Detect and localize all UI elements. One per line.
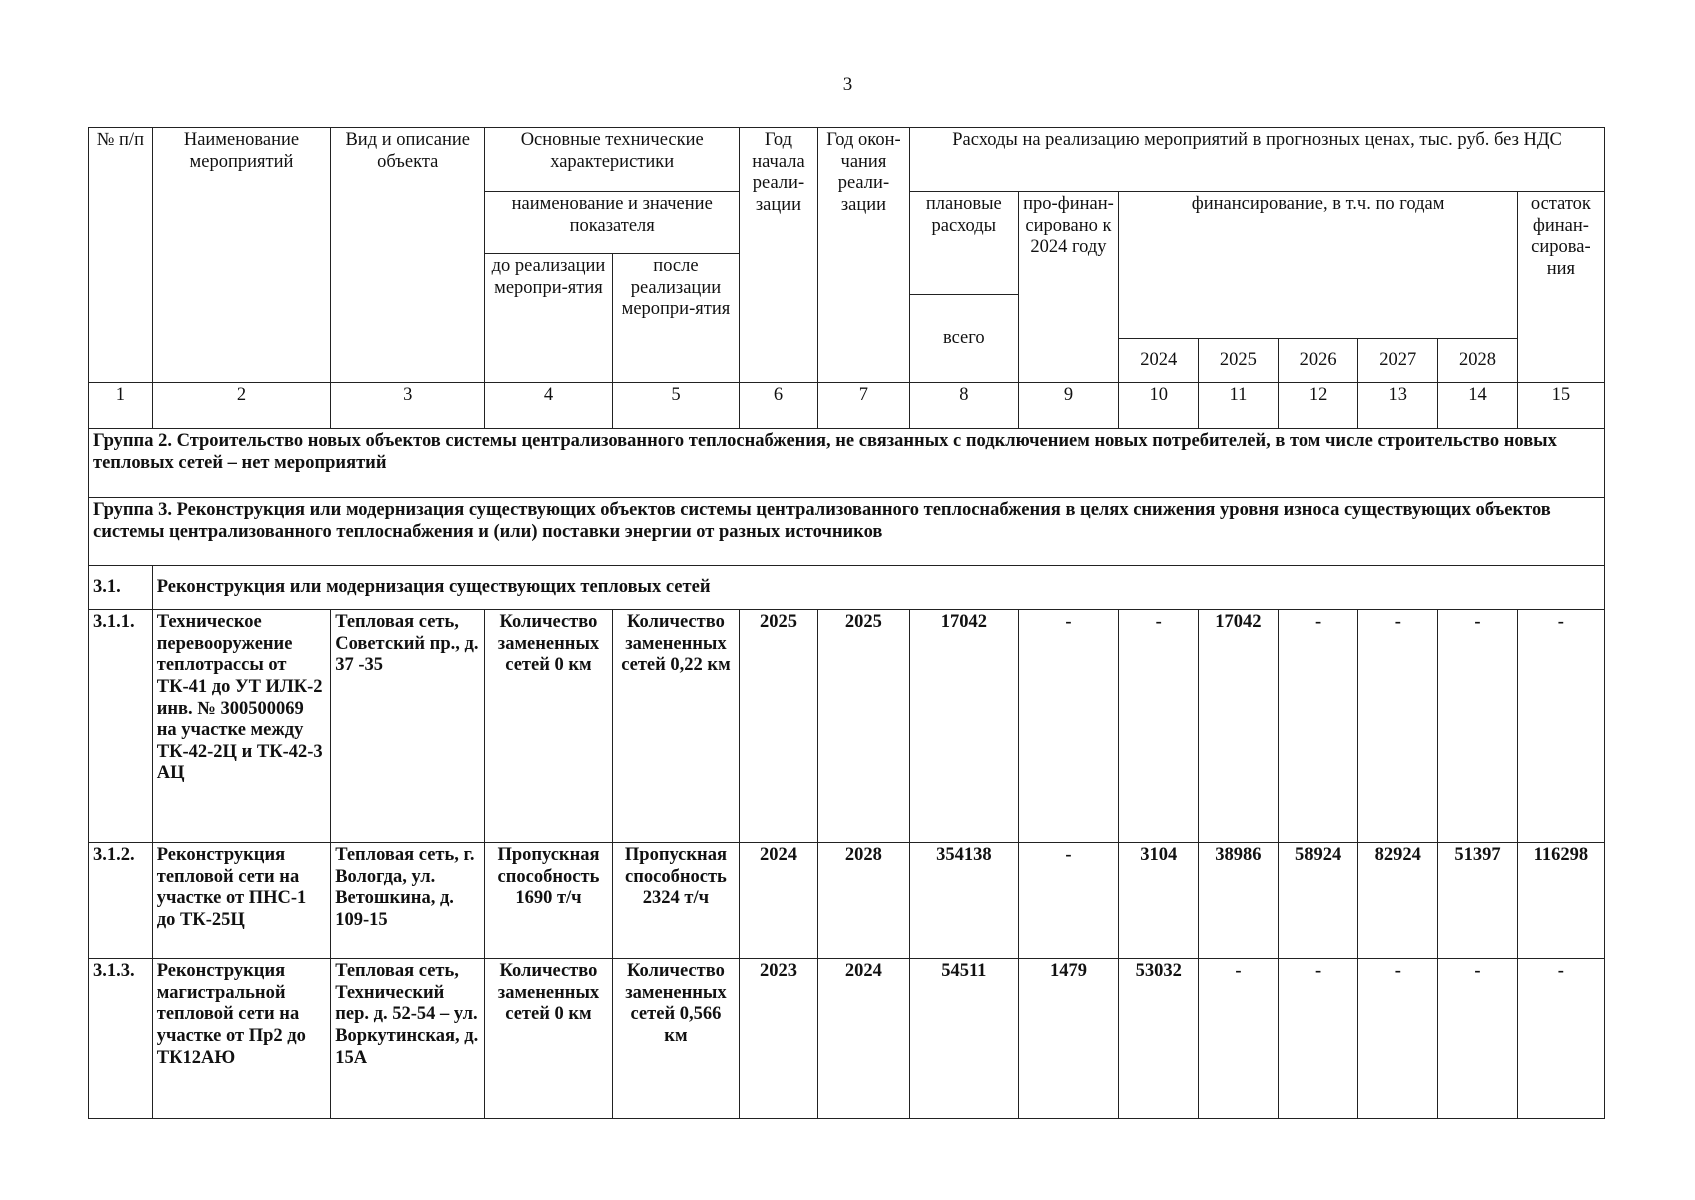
financing-remainder: - (1517, 959, 1604, 1119)
row-number: 3.1.2. (89, 843, 153, 959)
end-year: 2028 (817, 843, 909, 959)
header-after: после реализации меропри-ятия (612, 254, 739, 383)
col-number: 12 (1278, 383, 1358, 429)
header-year-2028: 2028 (1438, 339, 1518, 383)
header-total: всего (910, 295, 1018, 383)
object-description: Тепловая сеть, Советский пр., д. 37 -35 (331, 610, 485, 843)
measure-name: Реконструкция тепловой сети на участке от ПНС-1 до ТК-25Ц (152, 843, 330, 959)
header-year-2024: 2024 (1119, 339, 1199, 383)
row-number: 3.1.3. (89, 959, 153, 1119)
end-year: 2025 (817, 610, 909, 843)
financing-2028: - (1438, 959, 1518, 1119)
indicator-after: Пропускная способность 2324 т/ч (612, 843, 739, 959)
col-number: 2 (152, 383, 330, 429)
header-year-2027: 2027 (1358, 339, 1438, 383)
col-number: 11 (1199, 383, 1279, 429)
col-number: 3 (331, 383, 485, 429)
header-planned: плановые расходы (910, 192, 1018, 295)
col-number: 7 (817, 383, 909, 429)
start-year: 2025 (740, 610, 818, 843)
header-object: Вид и описание объекта (331, 128, 485, 383)
indicator-after: Количество замененных сетей 0,22 км (612, 610, 739, 843)
header-financed: про-финан-сировано к 2024 году (1018, 192, 1119, 383)
planned-total: 54511 (910, 959, 1018, 1119)
financing-2026: 58924 (1278, 843, 1358, 959)
financing-2026: - (1278, 959, 1358, 1119)
financing-2024: 53032 (1119, 959, 1199, 1119)
planned-total: 354138 (910, 843, 1018, 959)
financing-remainder: - (1517, 610, 1604, 843)
indicator-before: Пропускная способность 1690 т/ч (485, 843, 612, 959)
financing-2024: 3104 (1119, 843, 1199, 959)
measure-name: Реконструкция магистральной тепловой сети на участке от Пр2 до ТК12АЮ (152, 959, 330, 1119)
financing-2025: 17042 (1199, 610, 1279, 843)
col-number: 5 (612, 383, 739, 429)
col-number: 14 (1438, 383, 1518, 429)
financing-2027: 82924 (1358, 843, 1438, 959)
group-2-heading: Группа 2. Строительство новых объектов системы централизованного теплоснабжения, не связанных с подключением новых потребителей, в том числе строительство новых тепловых сетей – нет мероприятий (89, 429, 1605, 498)
end-year: 2024 (817, 959, 909, 1119)
object-description: Тепловая сеть, Технический пер. д. 52-54 – ул. Воркутинская, д. 15А (331, 959, 485, 1119)
start-year: 2023 (740, 959, 818, 1119)
financing-2026: - (1278, 610, 1358, 843)
measure-name: Техническое перевооружение теплотрассы от ТК-41 до УТ ИЛК-2 инв. № 300500069 на участке между ТК-42-2Ц и ТК-42-3 АЦ (152, 610, 330, 843)
financing-2028: 51397 (1438, 843, 1518, 959)
header-num: № п/п (89, 128, 153, 383)
financing-remainder: 116298 (1517, 843, 1604, 959)
financed-before-2024: - (1018, 843, 1119, 959)
header-expenses: Расходы на реализацию мероприятий в прогнозных ценах, тыс. руб. без НДС (910, 128, 1605, 192)
header-remainder: остаток финан-сирова-ния (1517, 192, 1604, 383)
investment-program-table (88, 127, 1605, 1119)
col-number: 10 (1119, 383, 1199, 429)
header-name: Наименование мероприятий (152, 128, 330, 383)
section-title: Реконструкция или модернизация существующих тепловых сетей (152, 566, 1604, 610)
col-number: 6 (740, 383, 818, 429)
financing-2027: - (1358, 610, 1438, 843)
header-start-year: Год начала реали-зации (740, 128, 818, 383)
header-financing: финансирование, в т.ч. по годам (1119, 192, 1517, 339)
header-year-2025: 2025 (1199, 339, 1279, 383)
col-number: 13 (1358, 383, 1438, 429)
section-number: 3.1. (89, 566, 153, 610)
financing-2025: 38986 (1199, 843, 1279, 959)
financed-before-2024: 1479 (1018, 959, 1119, 1119)
financing-2024: - (1119, 610, 1199, 843)
financed-before-2024: - (1018, 610, 1119, 843)
indicator-before: Количество замененных сетей 0 км (485, 610, 612, 843)
financing-2025: - (1199, 959, 1279, 1119)
header-end-year: Год окон-чания реали-зации (817, 128, 909, 383)
planned-total: 17042 (910, 610, 1018, 843)
financing-2028: - (1438, 610, 1518, 843)
col-number: 8 (910, 383, 1018, 429)
header-before: до реализации меропри-ятия (485, 254, 612, 383)
col-number: 15 (1517, 383, 1604, 429)
indicator-after: Количество замененных сетей 0,566 км (612, 959, 739, 1119)
indicator-before: Количество замененных сетей 0 км (485, 959, 612, 1119)
col-number: 1 (89, 383, 153, 429)
row-number: 3.1.1. (89, 610, 153, 843)
page-number: 3 (842, 74, 853, 95)
col-number: 9 (1018, 383, 1119, 429)
group-3-heading: Группа 3. Реконструкция или модернизация существующих объектов системы централизованного теплоснабжения в целях снижения уровня износа существующих объектов системы централизованного теплоснабжения и (или) поставки энергии от разных источников (89, 498, 1605, 566)
start-year: 2024 (740, 843, 818, 959)
financing-2027: - (1358, 959, 1438, 1119)
object-description: Тепловая сеть, г. Вологда, ул. Ветошкина, д. 109-15 (331, 843, 485, 959)
header-year-2026: 2026 (1278, 339, 1358, 383)
col-number: 4 (485, 383, 612, 429)
header-tech: Основные технические характеристики (485, 128, 740, 192)
header-indicator: наименование и значение показателя (485, 192, 740, 254)
